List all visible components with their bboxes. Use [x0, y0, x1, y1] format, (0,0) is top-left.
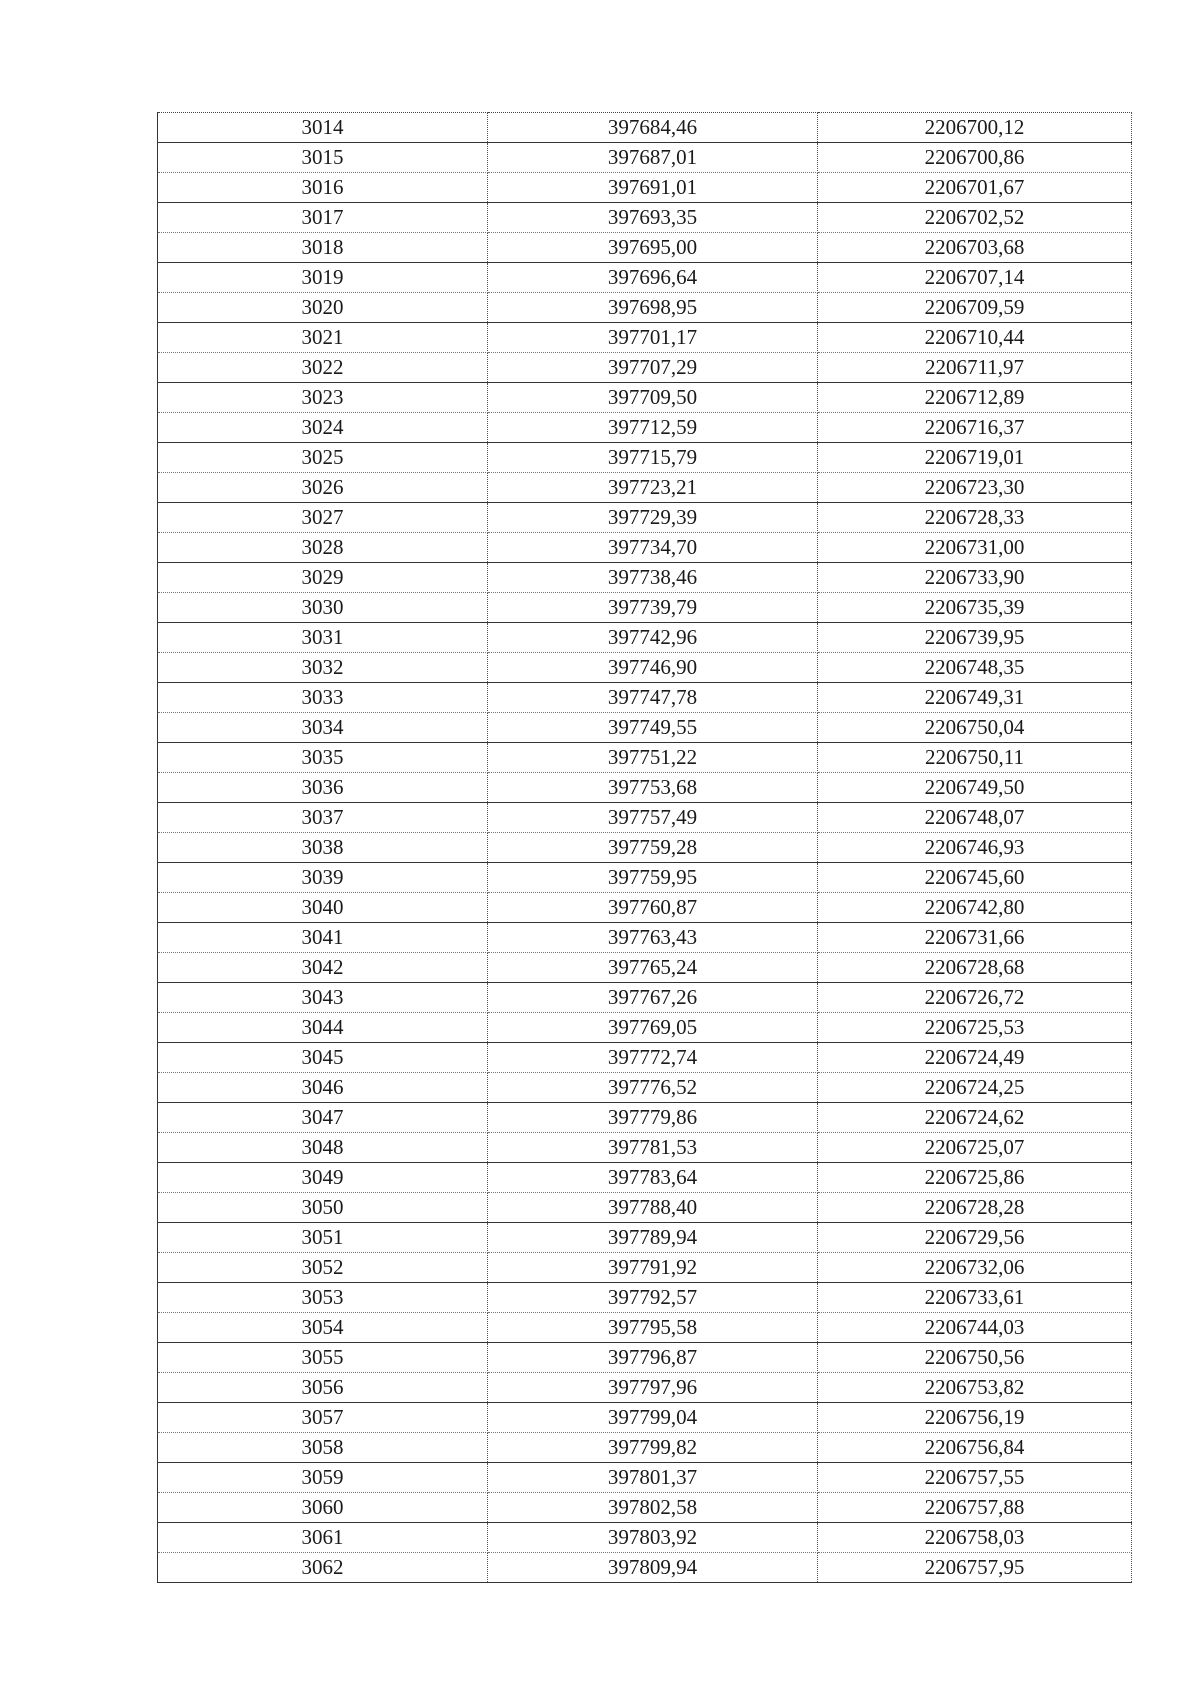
- table-row: [158, 563, 1132, 593]
- y-coordinate-cell: 2206702,52: [818, 203, 1132, 233]
- point-number-cell: 3043: [158, 983, 488, 1013]
- x-coordinate-cell: 397796,87: [488, 1343, 818, 1373]
- point-number-cell: 3044: [158, 1013, 488, 1043]
- point-number-cell: 3055: [158, 1343, 488, 1373]
- table-row: [158, 833, 1132, 863]
- y-coordinate-cell: 2206748,07: [818, 803, 1132, 833]
- coordinates-table-body: [158, 113, 1132, 1583]
- y-coordinate-cell: 2206700,86: [818, 143, 1132, 173]
- y-coordinate-cell: 2206733,61: [818, 1283, 1132, 1313]
- table-row: [158, 623, 1132, 653]
- y-coordinate-cell: 2206724,25: [818, 1073, 1132, 1103]
- table-row: [158, 113, 1132, 143]
- x-coordinate-cell: 397776,52: [488, 1073, 818, 1103]
- y-coordinate-cell: 2206745,60: [818, 863, 1132, 893]
- y-coordinate-cell: 2206726,72: [818, 983, 1132, 1013]
- table-row: [158, 1463, 1132, 1493]
- x-coordinate-cell: 397747,78: [488, 683, 818, 713]
- table-row: [158, 1223, 1132, 1253]
- table-row: [158, 1073, 1132, 1103]
- point-number-cell: 3030: [158, 593, 488, 623]
- y-coordinate-cell: 2206758,03: [818, 1523, 1132, 1553]
- y-coordinate-cell: 2206712,89: [818, 383, 1132, 413]
- point-number-cell: 3020: [158, 293, 488, 323]
- x-coordinate-cell: 397709,50: [488, 383, 818, 413]
- y-coordinate-cell: 2206756,84: [818, 1433, 1132, 1463]
- x-coordinate-cell: 397693,35: [488, 203, 818, 233]
- x-coordinate-cell: 397792,57: [488, 1283, 818, 1313]
- x-coordinate-cell: 397767,26: [488, 983, 818, 1013]
- x-coordinate-cell: 397701,17: [488, 323, 818, 353]
- point-number-cell: 3032: [158, 653, 488, 683]
- x-coordinate-cell: 397779,86: [488, 1103, 818, 1133]
- point-number-cell: 3045: [158, 1043, 488, 1073]
- table-row: [158, 143, 1132, 173]
- table-row: [158, 1493, 1132, 1523]
- x-coordinate-cell: 397698,95: [488, 293, 818, 323]
- table-row: [158, 893, 1132, 923]
- x-coordinate-cell: 397746,90: [488, 653, 818, 683]
- table-row: [158, 413, 1132, 443]
- x-coordinate-cell: 397684,46: [488, 113, 818, 143]
- y-coordinate-cell: 2206731,00: [818, 533, 1132, 563]
- point-number-cell: 3046: [158, 1073, 488, 1103]
- table-row: [158, 1553, 1132, 1583]
- point-number-cell: 3053: [158, 1283, 488, 1313]
- point-number-cell: 3036: [158, 773, 488, 803]
- table-row: [158, 1193, 1132, 1223]
- point-number-cell: 3052: [158, 1253, 488, 1283]
- y-coordinate-cell: 2206733,90: [818, 563, 1132, 593]
- y-coordinate-cell: 2206729,56: [818, 1223, 1132, 1253]
- y-coordinate-cell: 2206709,59: [818, 293, 1132, 323]
- table-row: [158, 803, 1132, 833]
- y-coordinate-cell: 2206756,19: [818, 1403, 1132, 1433]
- point-number-cell: 3014: [158, 113, 488, 143]
- point-number-cell: 3023: [158, 383, 488, 413]
- table-row: [158, 773, 1132, 803]
- table-row: [158, 473, 1132, 503]
- table-row: [158, 923, 1132, 953]
- table-row: [158, 323, 1132, 353]
- point-number-cell: 3021: [158, 323, 488, 353]
- x-coordinate-cell: 397795,58: [488, 1313, 818, 1343]
- x-coordinate-cell: 397781,53: [488, 1133, 818, 1163]
- y-coordinate-cell: 2206742,80: [818, 893, 1132, 923]
- y-coordinate-cell: 2206750,56: [818, 1343, 1132, 1373]
- table-row: [158, 593, 1132, 623]
- x-coordinate-cell: 397687,01: [488, 143, 818, 173]
- y-coordinate-cell: 2206739,95: [818, 623, 1132, 653]
- y-coordinate-cell: 2206757,55: [818, 1463, 1132, 1493]
- table-row: [158, 683, 1132, 713]
- point-number-cell: 3024: [158, 413, 488, 443]
- table-row: [158, 1343, 1132, 1373]
- table-row: [158, 233, 1132, 263]
- y-coordinate-cell: 2206728,28: [818, 1193, 1132, 1223]
- point-number-cell: 3028: [158, 533, 488, 563]
- table-row: [158, 1013, 1132, 1043]
- y-coordinate-cell: 2206725,53: [818, 1013, 1132, 1043]
- x-coordinate-cell: 397759,28: [488, 833, 818, 863]
- point-number-cell: 3059: [158, 1463, 488, 1493]
- table-row: [158, 1043, 1132, 1073]
- table-row: [158, 1313, 1132, 1343]
- y-coordinate-cell: 2206749,50: [818, 773, 1132, 803]
- table-row: [158, 863, 1132, 893]
- point-number-cell: 3057: [158, 1403, 488, 1433]
- y-coordinate-cell: 2206757,88: [818, 1493, 1132, 1523]
- point-number-cell: 3026: [158, 473, 488, 503]
- table-row: [158, 263, 1132, 293]
- x-coordinate-cell: 397751,22: [488, 743, 818, 773]
- point-number-cell: 3017: [158, 203, 488, 233]
- table-row: [158, 173, 1132, 203]
- x-coordinate-cell: 397723,21: [488, 473, 818, 503]
- y-coordinate-cell: 2206710,44: [818, 323, 1132, 353]
- point-number-cell: 3061: [158, 1523, 488, 1553]
- x-coordinate-cell: 397691,01: [488, 173, 818, 203]
- y-coordinate-cell: 2206703,68: [818, 233, 1132, 263]
- x-coordinate-cell: 397797,96: [488, 1373, 818, 1403]
- x-coordinate-cell: 397759,95: [488, 863, 818, 893]
- y-coordinate-cell: 2206725,07: [818, 1133, 1132, 1163]
- table-row: [158, 353, 1132, 383]
- point-number-cell: 3019: [158, 263, 488, 293]
- x-coordinate-cell: 397763,43: [488, 923, 818, 953]
- y-coordinate-cell: 2206719,01: [818, 443, 1132, 473]
- y-coordinate-cell: 2206701,67: [818, 173, 1132, 203]
- x-coordinate-cell: 397783,64: [488, 1163, 818, 1193]
- y-coordinate-cell: 2206750,11: [818, 743, 1132, 773]
- point-number-cell: 3062: [158, 1553, 488, 1583]
- x-coordinate-cell: 397803,92: [488, 1523, 818, 1553]
- x-coordinate-cell: 397791,92: [488, 1253, 818, 1283]
- y-coordinate-cell: 2206725,86: [818, 1163, 1132, 1193]
- point-number-cell: 3051: [158, 1223, 488, 1253]
- point-number-cell: 3018: [158, 233, 488, 263]
- table-row: [158, 713, 1132, 743]
- x-coordinate-cell: 397738,46: [488, 563, 818, 593]
- table-row: [158, 293, 1132, 323]
- coordinates-table: [157, 112, 1132, 1583]
- y-coordinate-cell: 2206735,39: [818, 593, 1132, 623]
- table-row: [158, 953, 1132, 983]
- point-number-cell: 3025: [158, 443, 488, 473]
- x-coordinate-cell: 397760,87: [488, 893, 818, 923]
- point-number-cell: 3016: [158, 173, 488, 203]
- x-coordinate-cell: 397739,79: [488, 593, 818, 623]
- x-coordinate-cell: 397729,39: [488, 503, 818, 533]
- table-row: [158, 653, 1132, 683]
- table-row: [158, 1373, 1132, 1403]
- x-coordinate-cell: 397809,94: [488, 1553, 818, 1583]
- point-number-cell: 3056: [158, 1373, 488, 1403]
- point-number-cell: 3015: [158, 143, 488, 173]
- point-number-cell: 3040: [158, 893, 488, 923]
- point-number-cell: 3041: [158, 923, 488, 953]
- x-coordinate-cell: 397695,00: [488, 233, 818, 263]
- x-coordinate-cell: 397753,68: [488, 773, 818, 803]
- table-row: [158, 503, 1132, 533]
- point-number-cell: 3033: [158, 683, 488, 713]
- point-number-cell: 3039: [158, 863, 488, 893]
- y-coordinate-cell: 2206750,04: [818, 713, 1132, 743]
- table-row: [158, 1163, 1132, 1193]
- table-row: [158, 1133, 1132, 1163]
- y-coordinate-cell: 2206746,93: [818, 833, 1132, 863]
- table-row: [158, 1253, 1132, 1283]
- x-coordinate-cell: 397788,40: [488, 1193, 818, 1223]
- x-coordinate-cell: 397769,05: [488, 1013, 818, 1043]
- point-number-cell: 3047: [158, 1103, 488, 1133]
- table-row: [158, 1433, 1132, 1463]
- point-number-cell: 3029: [158, 563, 488, 593]
- y-coordinate-cell: 2206731,66: [818, 923, 1132, 953]
- point-number-cell: 3038: [158, 833, 488, 863]
- table-row: [158, 1283, 1132, 1313]
- y-coordinate-cell: 2206757,95: [818, 1553, 1132, 1583]
- x-coordinate-cell: 397696,64: [488, 263, 818, 293]
- point-number-cell: 3058: [158, 1433, 488, 1463]
- x-coordinate-cell: 397799,82: [488, 1433, 818, 1463]
- x-coordinate-cell: 397715,79: [488, 443, 818, 473]
- y-coordinate-cell: 2206749,31: [818, 683, 1132, 713]
- y-coordinate-cell: 2206707,14: [818, 263, 1132, 293]
- table-row: [158, 443, 1132, 473]
- x-coordinate-cell: 397707,29: [488, 353, 818, 383]
- x-coordinate-cell: 397757,49: [488, 803, 818, 833]
- x-coordinate-cell: 397799,04: [488, 1403, 818, 1433]
- point-number-cell: 3060: [158, 1493, 488, 1523]
- table-row: [158, 1403, 1132, 1433]
- point-number-cell: 3034: [158, 713, 488, 743]
- table-row: [158, 743, 1132, 773]
- table-row: [158, 1523, 1132, 1553]
- x-coordinate-cell: 397802,58: [488, 1493, 818, 1523]
- point-number-cell: 3048: [158, 1133, 488, 1163]
- y-coordinate-cell: 2206744,03: [818, 1313, 1132, 1343]
- table-row: [158, 983, 1132, 1013]
- x-coordinate-cell: 397712,59: [488, 413, 818, 443]
- table-row: [158, 383, 1132, 413]
- point-number-cell: 3035: [158, 743, 488, 773]
- point-number-cell: 3054: [158, 1313, 488, 1343]
- y-coordinate-cell: 2206711,97: [818, 353, 1132, 383]
- y-coordinate-cell: 2206728,68: [818, 953, 1132, 983]
- y-coordinate-cell: 2206753,82: [818, 1373, 1132, 1403]
- y-coordinate-cell: 2206716,37: [818, 413, 1132, 443]
- point-number-cell: 3049: [158, 1163, 488, 1193]
- point-number-cell: 3042: [158, 953, 488, 983]
- x-coordinate-cell: 397801,37: [488, 1463, 818, 1493]
- table-row: [158, 1103, 1132, 1133]
- y-coordinate-cell: 2206728,33: [818, 503, 1132, 533]
- y-coordinate-cell: 2206748,35: [818, 653, 1132, 683]
- x-coordinate-cell: 397765,24: [488, 953, 818, 983]
- point-number-cell: 3022: [158, 353, 488, 383]
- point-number-cell: 3031: [158, 623, 488, 653]
- x-coordinate-cell: 397734,70: [488, 533, 818, 563]
- point-number-cell: 3027: [158, 503, 488, 533]
- table-row: [158, 533, 1132, 563]
- x-coordinate-cell: 397749,55: [488, 713, 818, 743]
- point-number-cell: 3037: [158, 803, 488, 833]
- y-coordinate-cell: 2206700,12: [818, 113, 1132, 143]
- y-coordinate-cell: 2206732,06: [818, 1253, 1132, 1283]
- table-row: [158, 203, 1132, 233]
- y-coordinate-cell: 2206723,30: [818, 473, 1132, 503]
- y-coordinate-cell: 2206724,49: [818, 1043, 1132, 1073]
- point-number-cell: 3050: [158, 1193, 488, 1223]
- x-coordinate-cell: 397789,94: [488, 1223, 818, 1253]
- x-coordinate-cell: 397772,74: [488, 1043, 818, 1073]
- y-coordinate-cell: 2206724,62: [818, 1103, 1132, 1133]
- x-coordinate-cell: 397742,96: [488, 623, 818, 653]
